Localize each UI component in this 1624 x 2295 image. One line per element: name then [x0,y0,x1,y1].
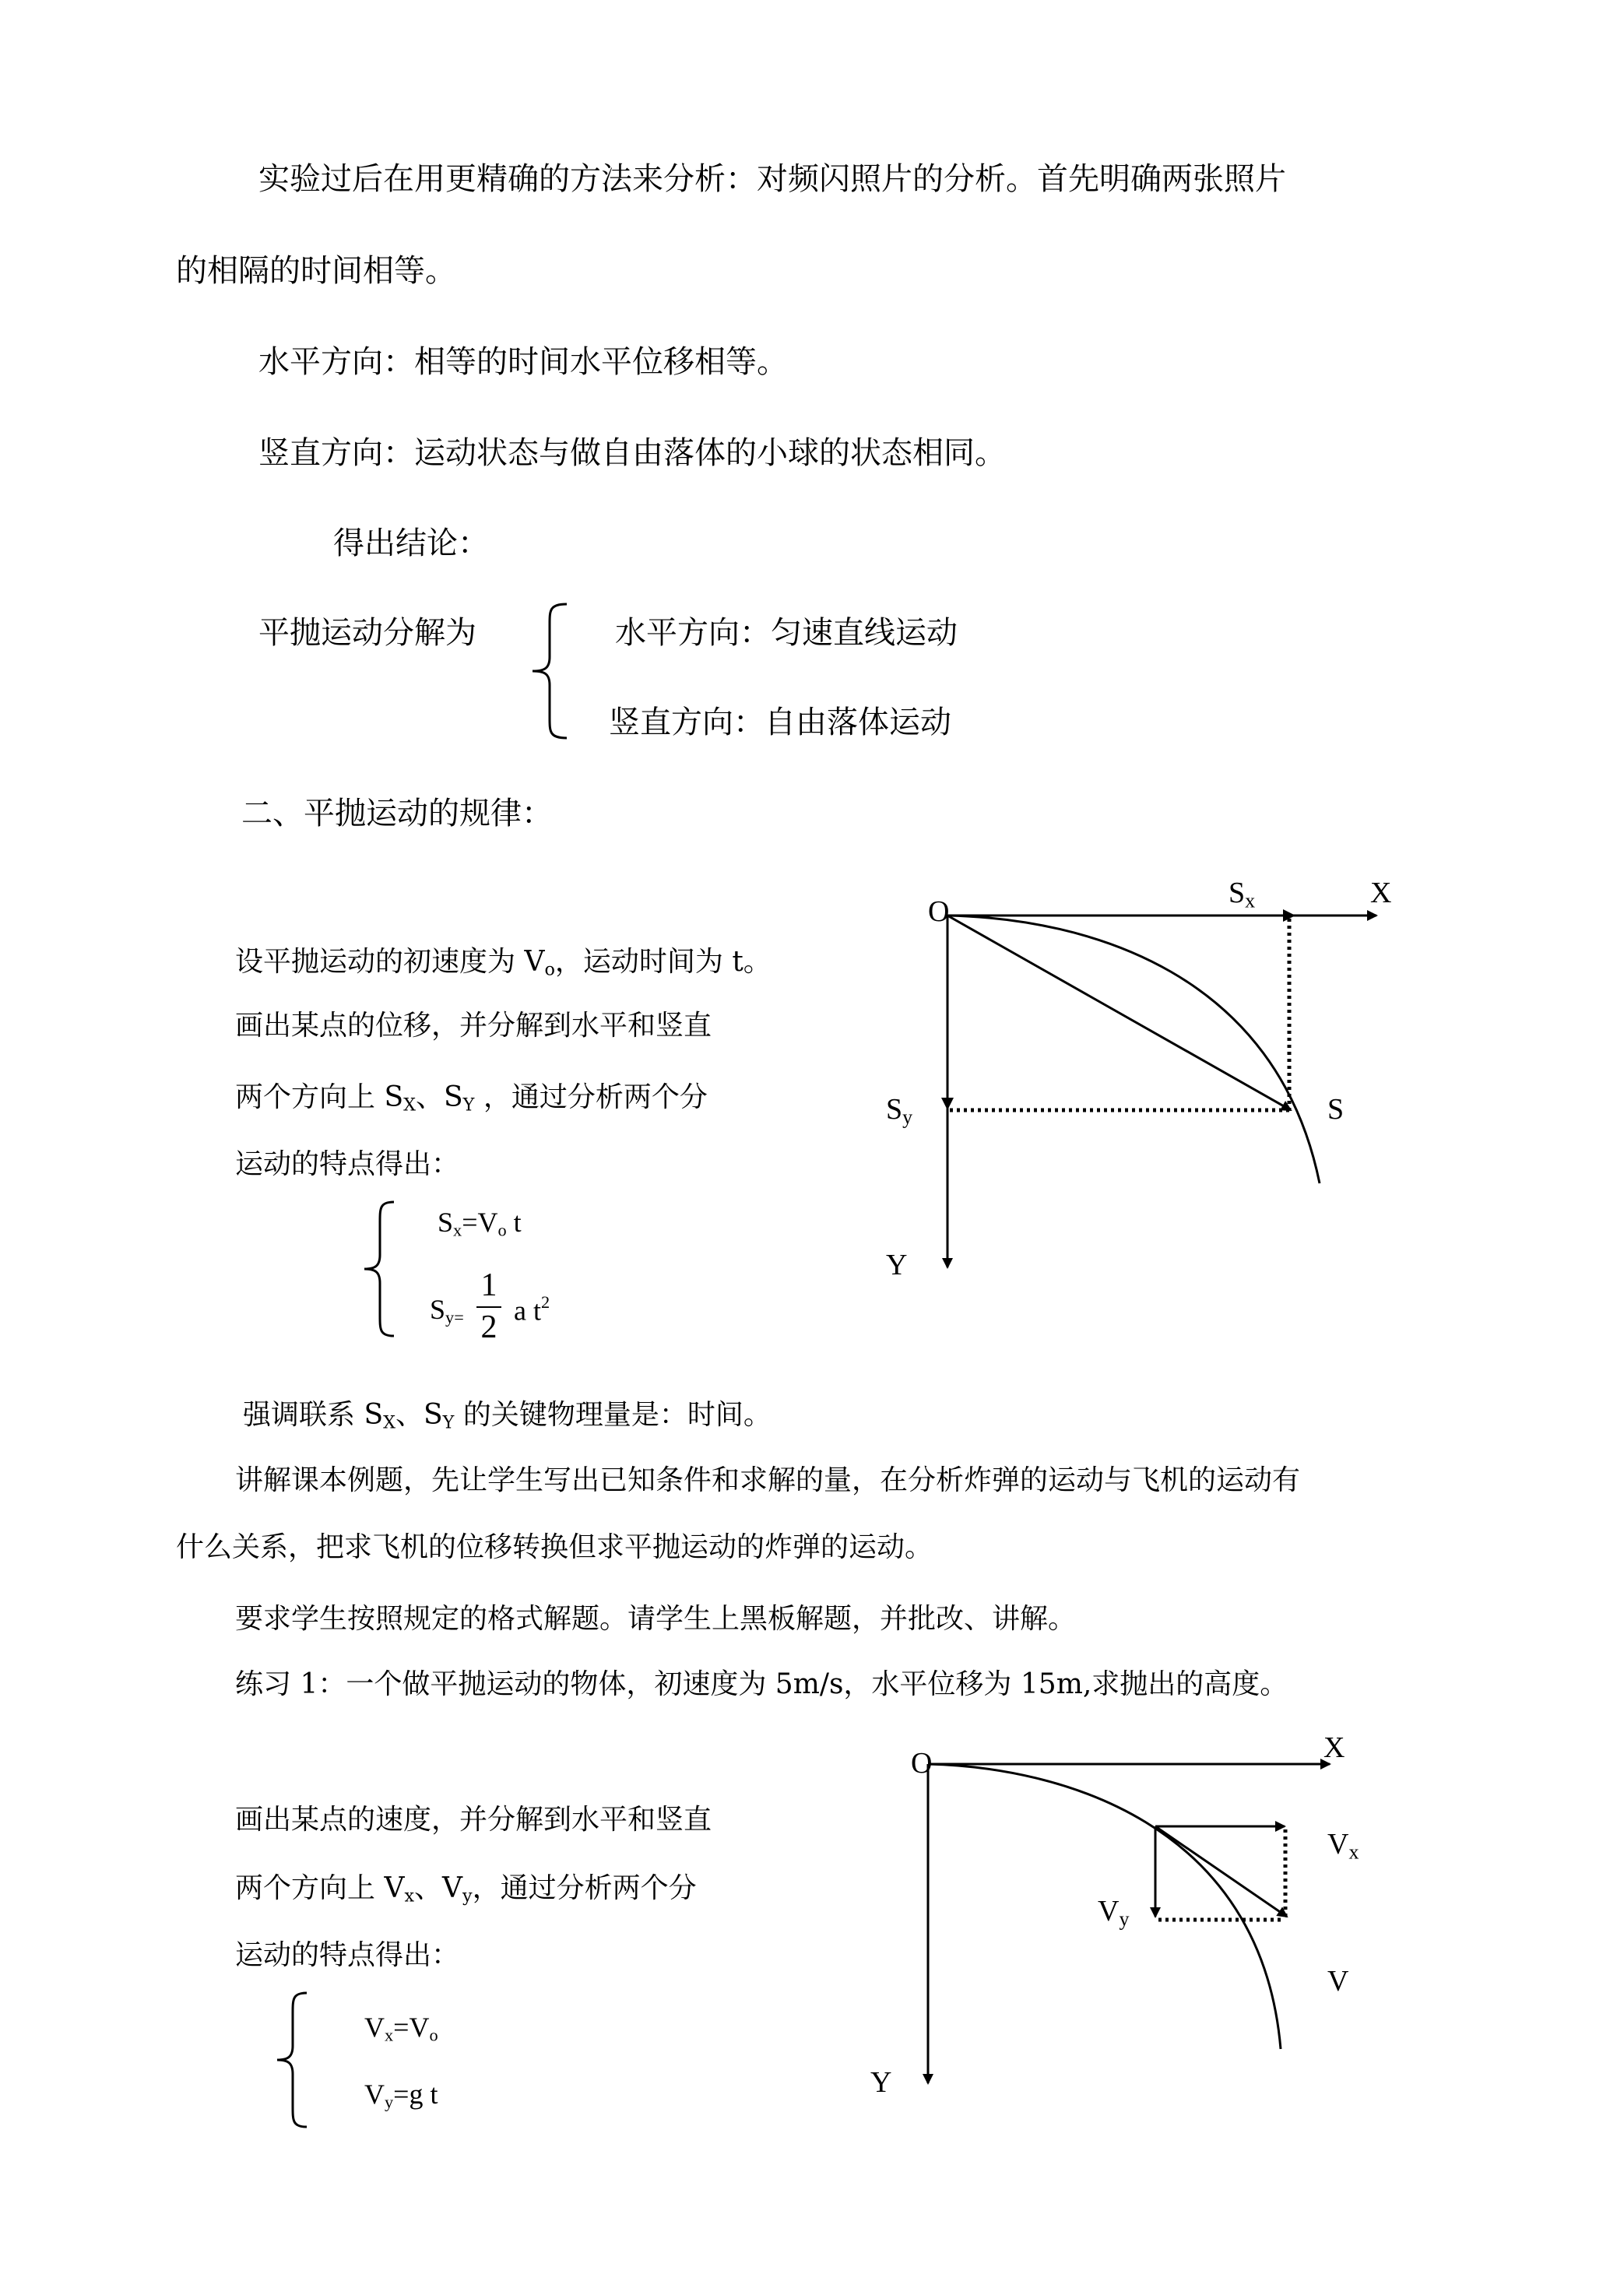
displacement-line: 设平抛运动的初速度为 $V_o$，运动时间为 t。 [235,946,772,980]
equation-sx: $S_x=V_o$ t [438,1207,522,1240]
section-title: 二、平抛运动的规律： [241,796,553,831]
sx-label: $S_x$ [1229,877,1256,912]
equation-vy: $V_y=g$ t [364,2079,438,2112]
x-axis-label: X [1370,877,1392,909]
displacement-line: 运动的特点得出： [235,1148,460,1180]
displacement-line: 两个方向上 $S_X$、$S_Y$ ，通过分析两个分 [235,1081,708,1116]
lecture-line: 什么关系，把求飞机的位移转换但求平抛运动的炸弹的运动。 [176,1531,933,1563]
fraction-bar [476,1306,501,1308]
origin-label: O [928,895,950,928]
v-label: V [1327,1965,1349,1998]
decomposition-lead: 平抛运动分解为 [258,615,476,651]
velocity-diagram [856,1713,1417,2102]
velocity-line: 画出某点的速度，并分解到水平和竖直 [235,1804,712,1836]
emphasis-line: 强调联系 $S_X$、$S_Y$ 的关键物理量是：时间。 [243,1399,772,1433]
lecture-line: 讲解课本例题，先让学生写出已知条件和求解的量，在分析炸弹的运动与飞机的运动有 [235,1464,1301,1496]
velocity-vector [1155,1826,1287,1917]
left-brace-icon [360,1199,399,1339]
velocity-line: 运动的特点得出： [235,1939,460,1971]
equation-sy-rest: a $t^2$ [514,1292,550,1327]
decomposition-horizontal: 水平方向：匀速直线运动 [615,615,958,651]
decomposition-vertical: 竖直方向：自由落体运动 [609,705,951,740]
conclusion-label: 得出结论： [333,525,489,561]
vy-label: $V_y$ [1098,1895,1130,1931]
paragraph-line: 实验过后在用更精确的方法来分析：对频闪照片的分析。首先明确两张照片 [258,161,1286,197]
origin-label: O [911,1747,933,1780]
vertical-statement: 竖直方向：运动状态与做自由落体的小球的状态相同。 [258,435,1006,471]
requirement-line: 要求学生按照规定的格式解题。请学生上黑板解题，并批改、讲解。 [235,1603,1077,1635]
horizontal-statement: 水平方向：相等的时间水平位移相等。 [258,344,788,380]
trajectory-curve [947,916,1320,1183]
equation-sy: $S_{y=}$ [430,1294,464,1327]
fraction-denominator: 2 [480,1309,497,1345]
y-axis-label: Y [886,1249,908,1281]
left-brace-icon [526,601,573,741]
fraction-numerator: 1 [480,1267,497,1303]
s-label: S [1327,1093,1345,1126]
exercise-line: 练习 1：一个做平抛运动的物体，初速度为 5m/s，水平位移为 15m,求抛出的高度。 [235,1668,1288,1700]
fraction-half [473,1269,504,1344]
displacement-line: 画出某点的位移，并分解到水平和竖直 [235,1010,712,1042]
vx-label: $V_x$ [1327,1828,1359,1864]
displacement-vector [947,916,1291,1110]
x-axis-label: X [1323,1731,1345,1764]
y-axis-label: Y [870,2066,892,2099]
equation-vx: $V_x=V_o$ [364,2012,438,2045]
velocity-line: 两个方向上 $V_x$、$V_y$，通过分析两个分 [235,1872,697,1907]
sy-label: $S_y$ [886,1093,913,1129]
paragraph-line: 的相隔的时间相等。 [176,253,456,289]
left-brace-icon [272,1990,311,2130]
